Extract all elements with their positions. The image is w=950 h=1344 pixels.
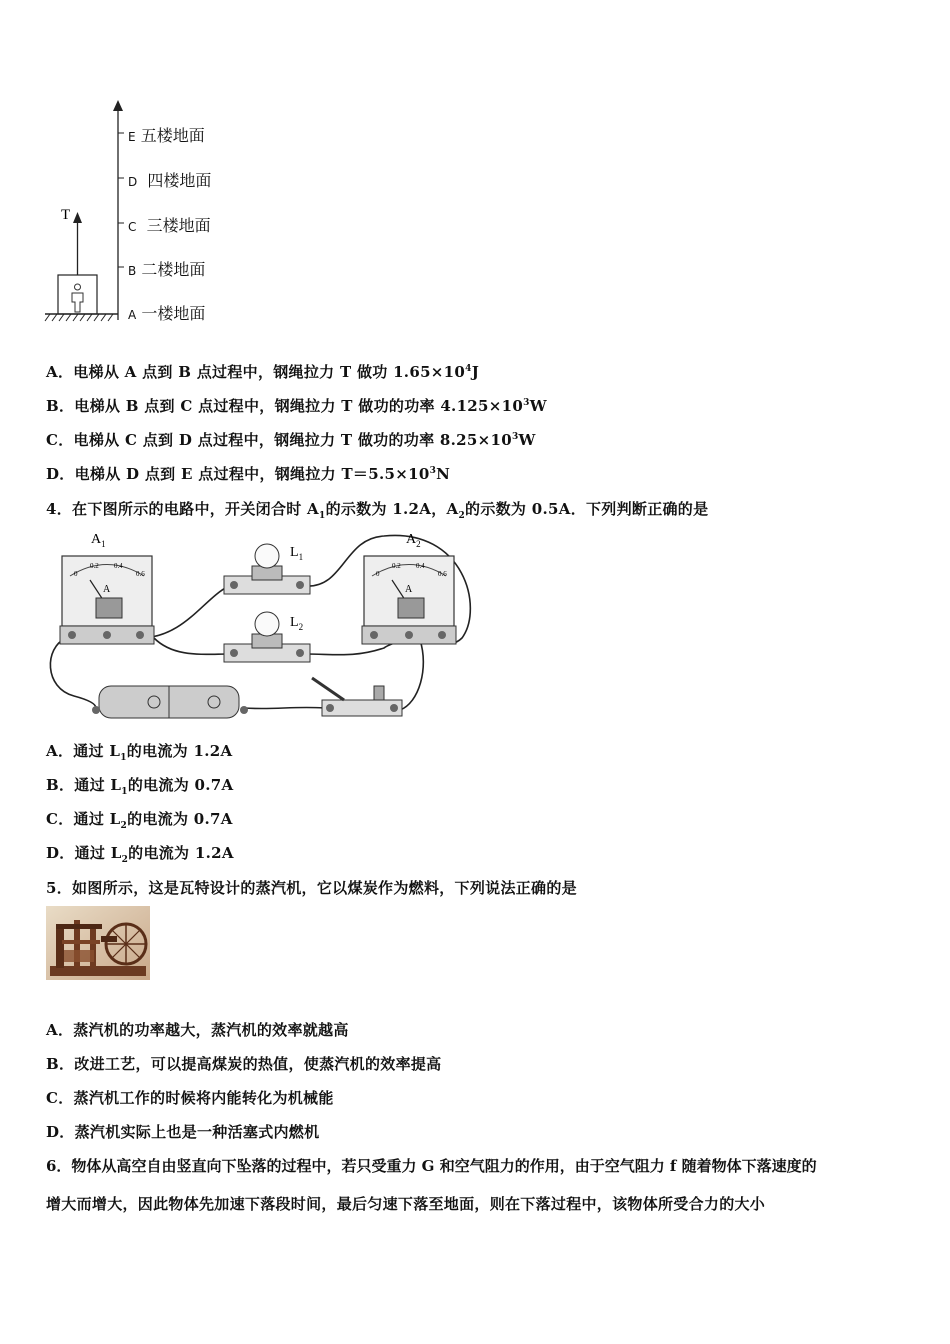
floor-label-d: D 四楼地面 xyxy=(128,171,212,190)
elevator-car xyxy=(58,275,97,314)
q3-option-c: C．电梯从 C 点到 D 点过程中，钢绳拉力 T 做功的功率 $8.25\times 10^3W$ xyxy=(46,431,536,449)
lamp-2-label: $L_2$ xyxy=(290,615,304,632)
ammeter-1-unit: A xyxy=(103,584,111,595)
steam-engine-image xyxy=(46,906,150,980)
lamp-2 xyxy=(224,612,310,662)
floor-label-c: C 三楼地面 xyxy=(128,216,211,235)
battery xyxy=(92,686,248,718)
circuit-diagram xyxy=(44,528,484,726)
ammeter-1-scale-3: 0.6 xyxy=(136,570,145,578)
q5-option-a: A．蒸汽机的功率越大，蒸汽机的效率就越高 xyxy=(46,1021,349,1039)
q3-option-a: A．电梯从 A 点到 B 点过程中，钢绳拉力 T 做功 $1.65\times 10^4J$ xyxy=(46,363,480,381)
q4-stem: 4．在下图所示的电路中，开关闭合时 $A_1$的示数为 1.2A，$A_2$的示数为 0.5A．下列判断正确的是 xyxy=(46,500,709,521)
ammeter-2 xyxy=(362,532,456,644)
person-icon xyxy=(72,284,83,312)
axis-arrow xyxy=(113,100,123,111)
steam-engine-photo xyxy=(46,906,150,980)
ammeter-1-label: $A_1$ xyxy=(91,532,106,549)
ammeter-1-scale-0: 0 xyxy=(74,570,78,578)
ammeter-1-scale-2: 0.4 xyxy=(114,562,123,570)
q3-option-b: B．电梯从 B 点到 C 点过程中，钢绳拉力 T 做功的功率 $4.125\times 10^3W$ xyxy=(46,397,547,415)
q4-option-b: B．通过 $L_1$的电流为 0.7A xyxy=(46,776,234,797)
tension-arrowhead xyxy=(73,212,82,223)
ammeter-1-scale-1: 0.2 xyxy=(90,562,99,570)
ammeter-1 xyxy=(60,532,154,644)
circuit-figure xyxy=(44,528,484,726)
q5-option-b: B．改进工艺，可以提高煤炭的热值，使蒸汽机的效率提高 xyxy=(46,1055,442,1073)
ammeter-2-label: $A_2$ xyxy=(406,532,421,549)
ammeter-2-scale-1: 0.2 xyxy=(392,562,401,570)
q4-option-d: D．通过 $L_2$的电流为 1.2A xyxy=(46,844,234,865)
ammeter-2-unit: A xyxy=(405,584,413,595)
tension-label: T xyxy=(61,207,71,223)
q4-option-c: C．通过 $L_2$的电流为 0.7A xyxy=(46,810,233,831)
floor-label-e: E 五楼地面 xyxy=(128,126,205,145)
floor-label-b: B 二楼地面 xyxy=(128,260,206,279)
q3-option-d: D．电梯从 D 点到 E 点过程中，钢绳拉力 $T=5.5\times 10^3N$ xyxy=(46,465,451,483)
floor-label-a: A 一楼地面 xyxy=(128,304,206,323)
ground-hatch xyxy=(45,314,113,321)
lamp-1-label: $L_1$ xyxy=(290,545,304,562)
lamp-1 xyxy=(224,544,310,594)
q5-stem: 5．如图所示，这是瓦特设计的蒸汽机，它以煤炭作为燃料，下列说法正确的是 xyxy=(46,879,577,897)
ammeter-2-scale-3: 0.6 xyxy=(438,570,447,578)
q5-option-d: D．蒸汽机实际上也是一种活塞式内燃机 xyxy=(46,1123,320,1141)
switch xyxy=(312,678,402,716)
ammeter-2-scale-0: 0 xyxy=(376,570,380,578)
q4-option-a: A．通过 $L_1$的电流为 1.2A xyxy=(46,742,233,763)
ammeter-2-scale-2: 0.4 xyxy=(416,562,425,570)
q6-stem-line-2: 增大而增大，因此物体先加速下落段时间，最后匀速下落至地面，则在下落过程中，该物体所受合力的大小 xyxy=(46,1195,766,1213)
elevator-figure xyxy=(40,95,240,335)
q5-option-c: C．蒸汽机工作的时候将内能转化为机械能 xyxy=(46,1089,334,1107)
q6-stem-line-1: 6．物体从高空自由竖直向下坠落的过程中，若只受重力 G 和空气阻力的作用，由于空气阻力 f 随着物体下落速度的 xyxy=(46,1157,817,1175)
